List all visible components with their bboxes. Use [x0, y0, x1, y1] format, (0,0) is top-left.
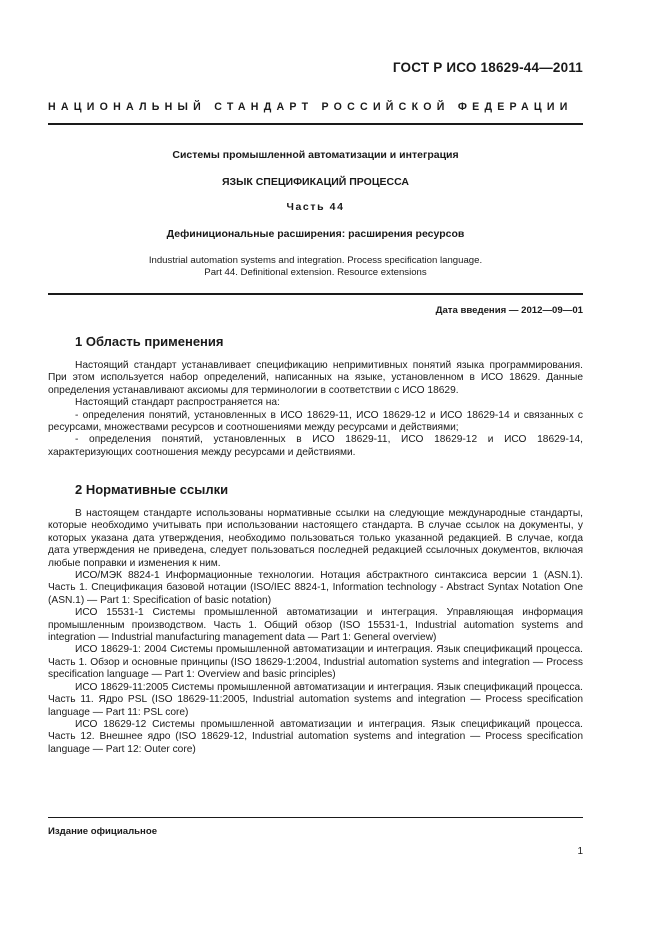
- footer-divider: [48, 817, 583, 818]
- section-2-heading: 2 Нормативные ссылки: [75, 482, 229, 497]
- section-1-heading: 1 Область применения: [75, 334, 224, 349]
- reference-item: ИСО/МЭК 8824-1 Информационные технологии. Нотация абстрактного синтаксиса версии 1 (ASN.1). Часть 1. Спецификация базовой нотации (ISO/IEC 8824-1, Information technology - Abstract Syntax Notation One (ASN.1) — Part 1: Specification of basic notation): [48, 570, 583, 606]
- english-title-line-2: Part 44. Definitional extension. Resource extensions: [204, 267, 427, 278]
- introduction-date: Дата введения — 2012—09—01: [435, 305, 583, 316]
- document-code: ГОСТ Р ИСО 18629-44—2011: [392, 60, 583, 75]
- reference-item: ИСО 18629-11:2005 Системы промышленной автоматизации и интеграция. Язык спецификаций процесса. Часть 11. Ядро PSL (ISO 18629-11:2005, Industrial automation systems and integration — Process specification language — Part 11: PSL core): [48, 681, 583, 718]
- english-title-line-1: Industrial automation systems and integration. Process specification language.: [148, 255, 483, 266]
- document-page: [48, 0, 583, 935]
- standard-part-title: Дефинициональные расширения: расширения ресурсов: [166, 228, 465, 240]
- title-divider: [48, 293, 583, 295]
- official-edition-label: Издание официальное: [48, 826, 158, 837]
- paragraph: В настоящем стандарте использованы нормативные ссылки на следующие международные стандарты, которые необходимо учитывать при использовании настоящего стандарта. В случае ссылок на документы, у которых указана дата утверждения, необходимо пользоваться только указанной редакцией. В случае, когда дата утверждения не приведена, следует пользоваться последней редакцией ссылочных документов, включая любые поправки и изменения к ним.: [48, 508, 583, 569]
- reference-item: ИСО 18629-1: 2004 Системы промышленной автоматизации и интеграция. Язык спецификаций процесса. Часть 1. Обзор и основные принципы (ISO 18629-1:2004, Industrial automation systems and integration — Process specification language — Part 1: Overview and basic principles): [48, 644, 583, 681]
- section-1-body: [48, 360, 583, 459]
- standard-series-title: Системы промышленной автоматизации и интеграция: [172, 149, 459, 161]
- paragraph: Настоящий стандарт устанавливает спецификацию непримитивных понятий языка программирования. При этом используется набор определений, написанных на языке, установленном в ИСО 18629. Данные определения устанавливают аксиомы для терминологии в соответствии с ИСО 18629.: [48, 360, 583, 396]
- page-number: 1: [577, 846, 583, 857]
- reference-item: ИСО 15531-1 Системы промышленной автоматизации и интеграция. Управляющая информация промышленным производством. Часть 1. Общий обзор (ISO 15531-1, Industrial automation systems and integration — Industrial manufacturing management data — Part 1: General overview): [48, 607, 583, 644]
- paragraph: - определения понятий, установленных в ИСО 18629-11, ИСО 18629-12 и ИСО 18629-14 и связанных с ресурсами, множествами ресурсов и соотношениями между ресурсами и действиями;: [48, 409, 583, 434]
- reference-item: ИСО 18629-12 Системы промышленной автоматизации и интеграция. Язык спецификаций процесса. Часть 12. Внешнее ядро (ISO 18629-12, Industrial automation systems and integration — Process specification language — Part 12: Outer core): [48, 718, 583, 755]
- standard-part-label: Часть 44: [286, 201, 345, 213]
- section-2-body: [48, 508, 583, 756]
- national-standard-banner: НАЦИОНАЛЬНЫЙ СТАНДАРТ РОССИЙСКОЙ ФЕДЕРАЦИИ: [48, 101, 573, 113]
- header-divider: [48, 123, 583, 125]
- standard-language-title: ЯЗЫК СПЕЦИФИКАЦИЙ ПРОЦЕССА: [221, 176, 409, 188]
- paragraph: - определения понятий, установленных в ИСО 18629-11, ИСО 18629-12 и ИСО 18629-14, характеризующих соотношения между ресурсами и действиями.: [48, 434, 583, 458]
- paragraph: Настоящий стандарт распространяется на:: [75, 397, 280, 409]
